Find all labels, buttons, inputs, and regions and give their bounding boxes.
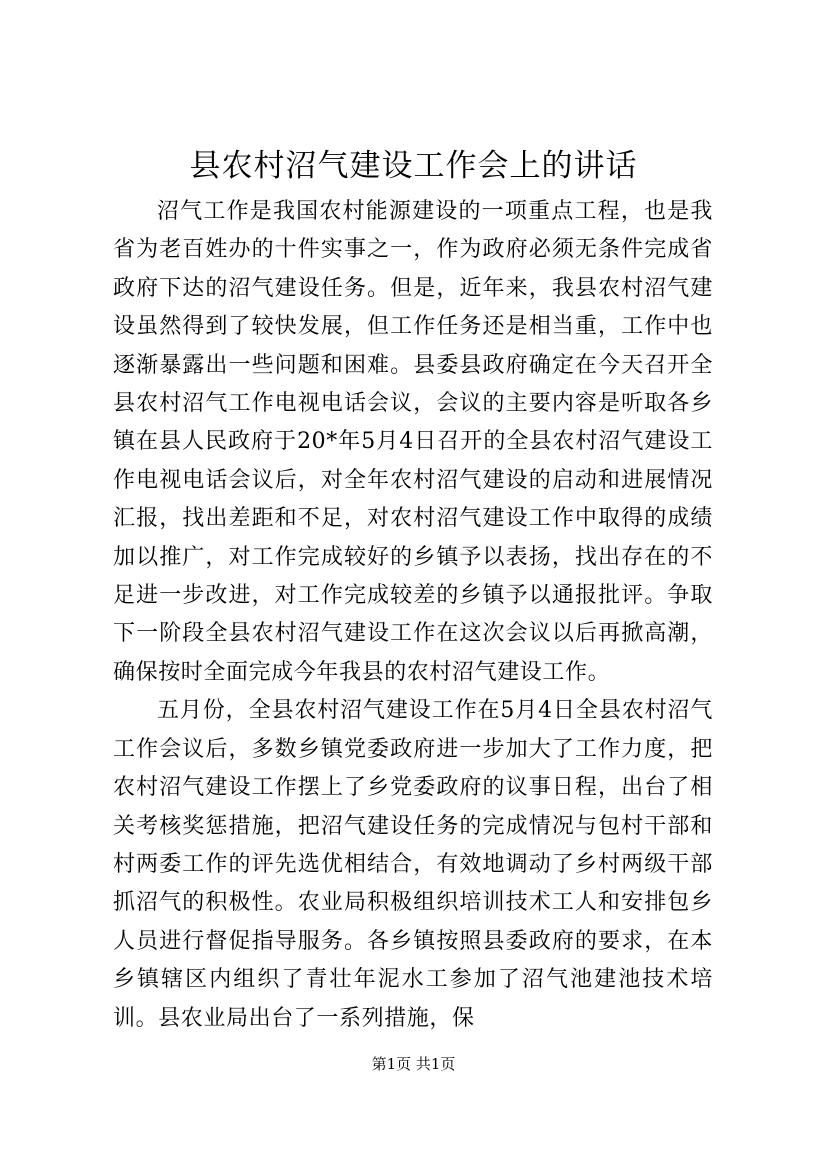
page-number-footer: 第1页 共1页: [371, 1055, 456, 1073]
document-body: [113, 193, 713, 1038]
paragraph-1: 沼气工作是我国农村能源建设的一项重点工程，也是我省为老百姓办的十件实事之一，作为政府必须无条件完成省政府下达的沼气建设任务。但是，近年来，我县农村沼气建设虽然得到了较快发展，但工作任务还是相当重，工作中也逐渐暴露出一些问题和困难。县委县政府确定在今天召开全县农村沼气工作电视电话会议，会议的主要内容是听取各乡镇在县人民政府于20*年5月4日召开的全县农村沼气建设工作电视电话会议后，对全年农村沼气建设的启动和进展情况汇报，找出差距和不足，对农村沼气建设工作中取得的成绩加以推广，对工作完成较好的乡镇予以表扬，找出存在的不足进一步改进，对工作完成较差的乡镇予以通报批评。争取下一阶段全县农村沼气建设工作在这次会议以后再掀高潮，确保按时全面完成今年我县的农村沼气建设工作。: [113, 199, 713, 685]
document-title: 县农村沼气建设工作会上的讲话: [189, 148, 638, 184]
paragraph-2: 五月份，全县农村沼气建设工作在5月4日全县农村沼气工作会议后，多数乡镇党委政府进一步加大了工作力度，把农村沼气建设工作摆上了乡党委政府的议事日程，出台了相关考核奖惩措施，把沼气建设任务的完成情况与包村干部和村两委工作的评先选优相结合，有效地调动了乡村两级干部抓沼气的积极性。农业局积极组织培训技术工人和安排包乡人员进行督促指导服务。各乡镇按照县委政府的要求，在本乡镇辖区内组织了青壮年泥水工参加了沼气池建池技术培训。县农业局出台了一系列措施，保: [113, 698, 713, 1031]
